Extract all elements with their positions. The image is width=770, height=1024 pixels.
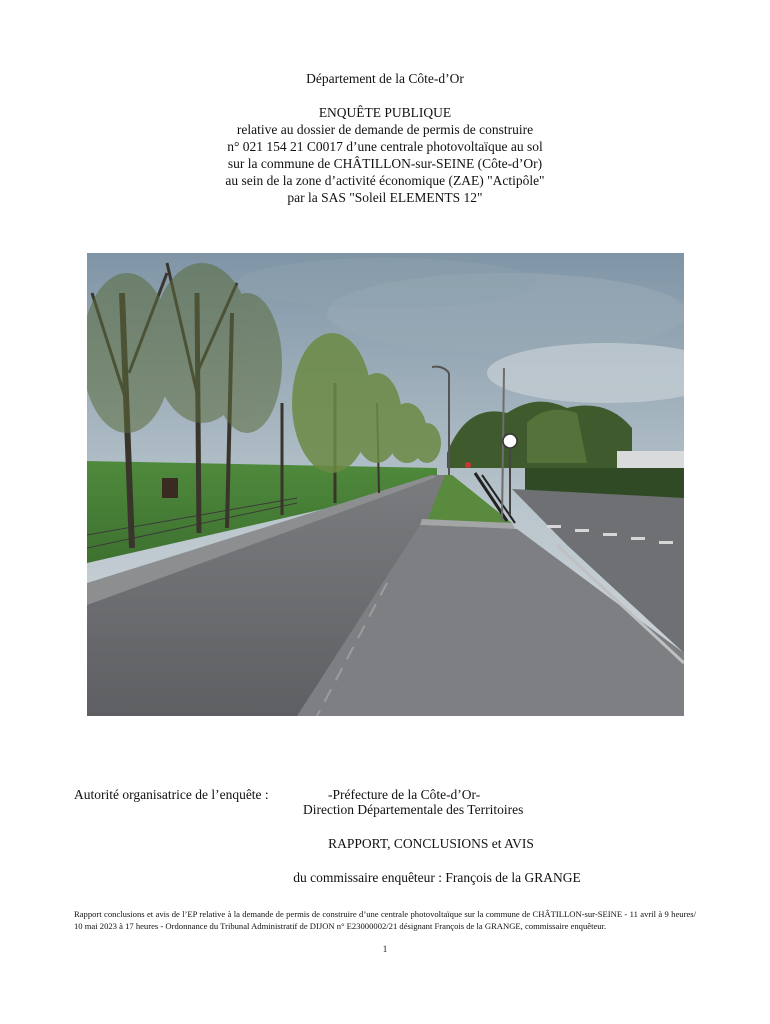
commissioner-line: du commissaire enquêteur : François de la GRANGE bbox=[293, 870, 581, 885]
authority-prefecture: -Préfecture de la Côte-d’Or- bbox=[328, 787, 481, 802]
authority-label: Autorité organisatrice de l’enquête : bbox=[74, 787, 269, 802]
road-photo bbox=[87, 253, 684, 716]
subtitle-line: au sein de la zone d’activité économique (ZAE) "Actipôle" bbox=[225, 173, 545, 188]
page-number: 1 bbox=[382, 944, 388, 954]
document-title: ENQUÊTE PUBLIQUE bbox=[318, 105, 452, 120]
report-title: RAPPORT, CONCLUSIONS et AVIS bbox=[328, 836, 534, 851]
subtitle-line: n° 021 154 21 C0017 d’une centrale photovoltaïque au sol bbox=[227, 139, 543, 154]
subtitle-line: sur la commune de CHÂTILLON-sur-SEINE (Côte-d’Or) bbox=[227, 156, 543, 171]
authority-direction: Direction Départementale des Territoires bbox=[303, 802, 524, 817]
footer-text: Rapport conclusions et avis de l’EP relative à la demande de permis de construire d’une centrale photovoltaïque sur la commune de CHÂTILLON-sur-SEINE - 11 avril à 9 heures/ 10 mai 2023 à 17 heures - Ordonnance du Tribunal Administratif de DIJON n° E23000002/21 désignant François de la GRANGE, commissaire enquêteur. bbox=[74, 909, 696, 931]
subtitle-line: par la SAS "Soleil ELEMENTS 12" bbox=[287, 190, 483, 205]
subtitle-line: relative au dossier de demande de permis de construire bbox=[236, 122, 534, 137]
department-heading: Département de la Côte-d’Or bbox=[306, 71, 464, 86]
